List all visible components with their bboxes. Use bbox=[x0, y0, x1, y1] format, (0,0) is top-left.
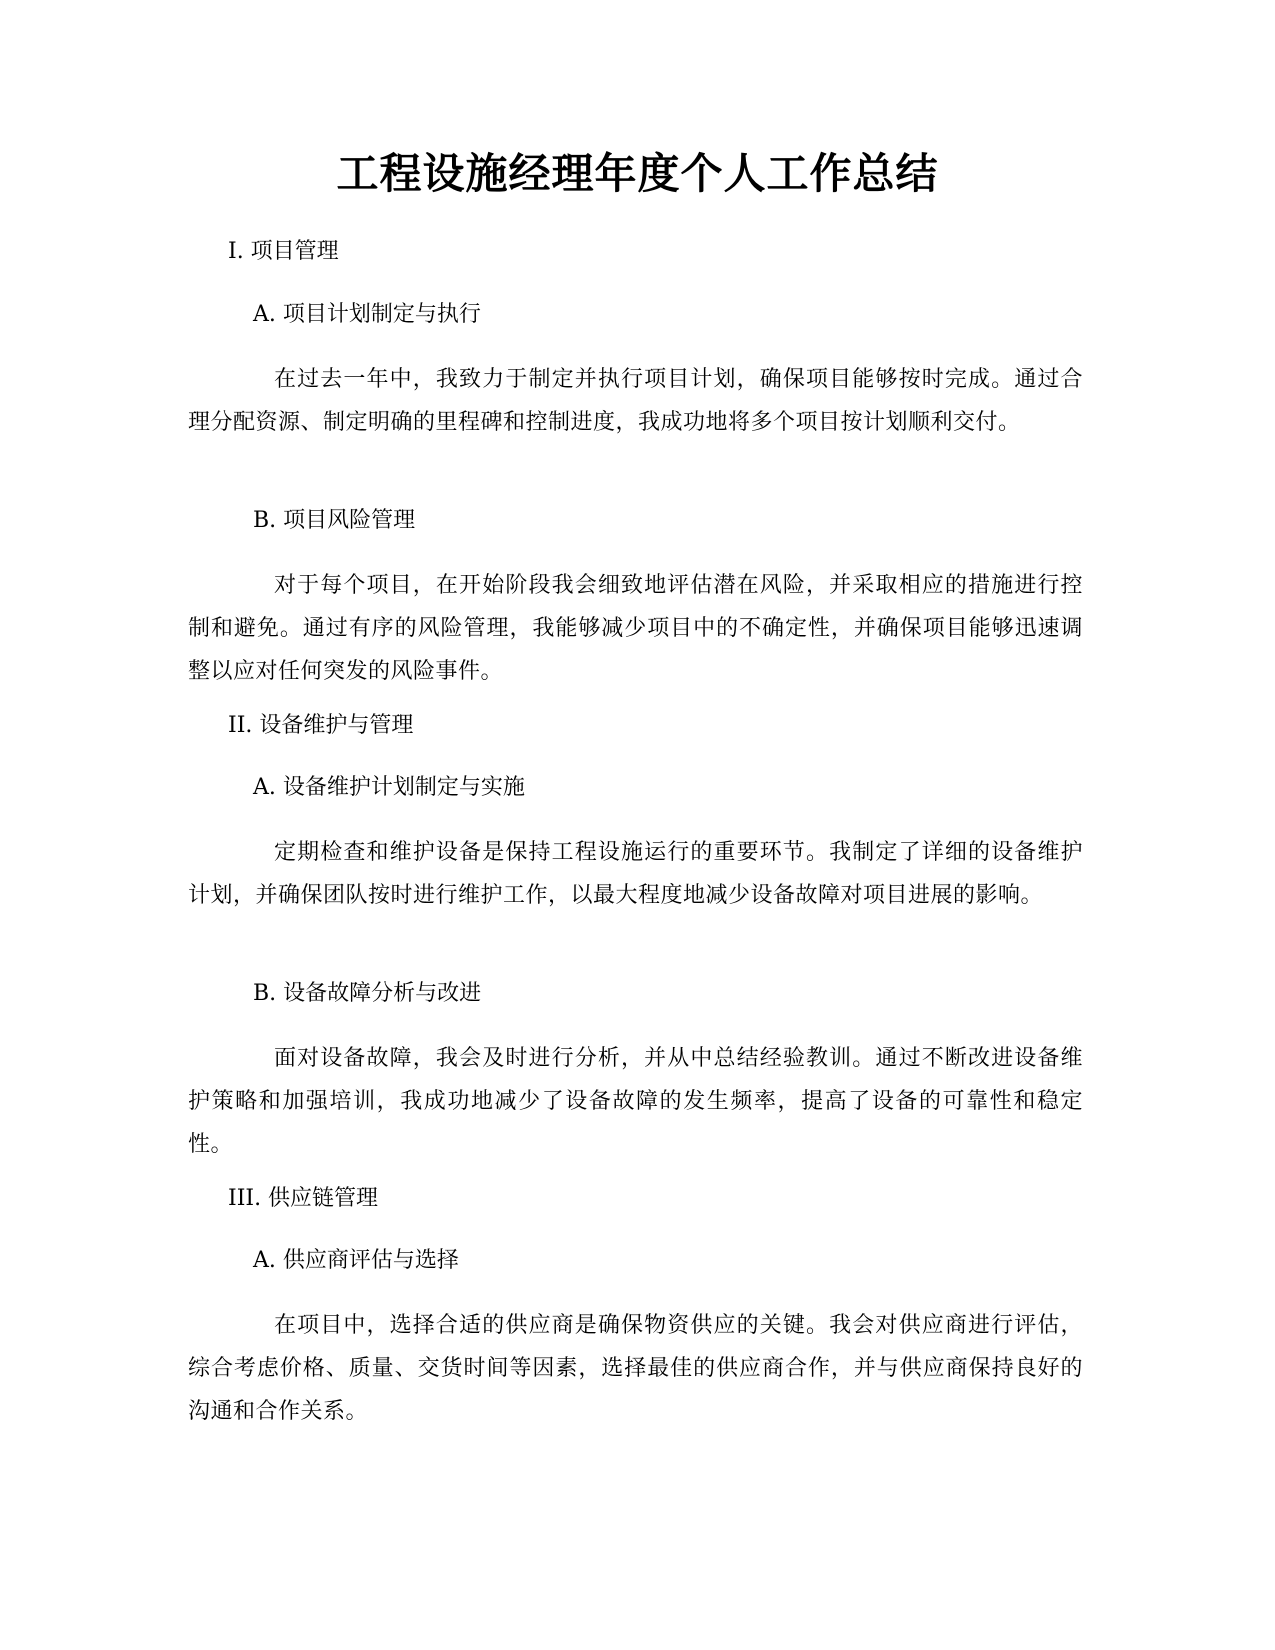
subsection-heading-2b: B. 设备故障分析与改进 bbox=[253, 981, 482, 1006]
subsection-heading-3a: A. 供应商评估与选择 bbox=[253, 1248, 459, 1273]
section-heading-1: I. 项目管理 bbox=[228, 239, 339, 264]
paragraph-3a: 在项目中，选择合适的供应商是确保物资供应的关键。我会对供应商进行评估，综合考虑价格、质量、交货时间等因素，选择最佳的供应商合作，并与供应商保持良好的沟通和合作关系。 bbox=[188, 1313, 1083, 1424]
section-heading-3: III. 供应链管理 bbox=[228, 1186, 379, 1211]
paragraph-2b: 面对设备故障，我会及时进行分析，并从中总结经验教训。通过不断改进设备维护策略和加强培训，我成功地减少了设备故障的发生频率，提高了设备的可靠性和稳定性。 bbox=[188, 1046, 1083, 1157]
paragraph-1b: 对于每个项目，在开始阶段我会细致地评估潜在风险，并采取相应的措施进行控制和避免。通过有序的风险管理，我能够减少项目中的不确定性，并确保项目能够迅速调整以应对任何突发的风险事件。 bbox=[188, 573, 1083, 684]
section-heading-2: II. 设备维护与管理 bbox=[228, 713, 414, 738]
paragraph-1a: 在过去一年中，我致力于制定并执行项目计划，确保项目能够按时完成。通过合理分配资源、制定明确的里程碑和控制进度，我成功地将多个项目按计划顺利交付。 bbox=[188, 367, 1083, 435]
subsection-heading-1b: B. 项目风险管理 bbox=[253, 508, 416, 533]
subsection-heading-1a: A. 项目计划制定与执行 bbox=[253, 302, 481, 327]
document-title: 工程设施经理年度个人工作总结 bbox=[336, 149, 939, 198]
paragraph-2a: 定期检查和维护设备是保持工程设施运行的重要环节。我制定了详细的设备维护计划，并确保团队按时进行维护工作，以最大程度地减少设备故障对项目进展的影响。 bbox=[188, 840, 1083, 908]
subsection-heading-2a: A. 设备维护计划制定与实施 bbox=[253, 775, 525, 800]
